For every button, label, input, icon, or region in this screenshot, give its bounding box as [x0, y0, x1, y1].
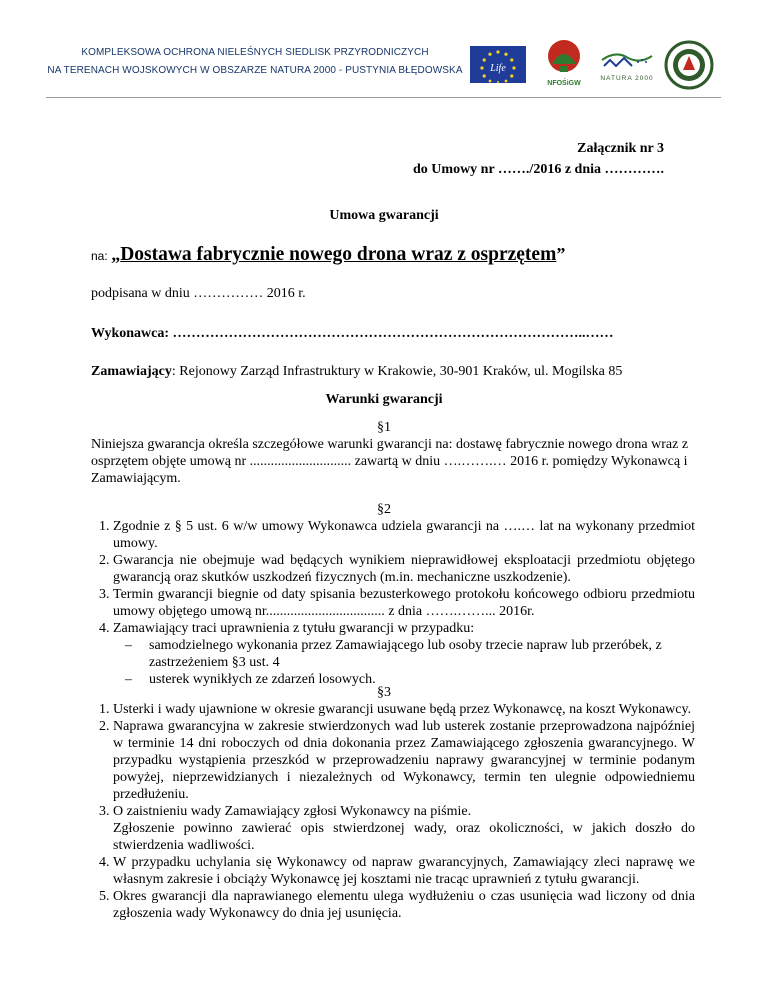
military-seal-logo: [664, 40, 714, 90]
client-line: [91, 364, 622, 380]
contractor-line: [91, 326, 614, 342]
list-item: 1. Usterki i wady ujawnione w okresie gwarancji usuwane będą przez Wykonawcę, na koszt Wykonawcy.: [113, 701, 695, 718]
nfosigw-logo: [540, 38, 588, 90]
list-item: [113, 803, 695, 854]
signed-date: podpisana w dniu …………… 2016 r.: [91, 286, 306, 301]
list-item: 2. Gwarancja nie obejmuje wad będących wynikiem nieprawidłowej eksploatacji przedmiotu objętego gwarancją oraz skutków uszkodzeń fizycznych (m.in. mechaniczne uszkodzenie).: [113, 552, 695, 586]
section-2-sublist: [113, 637, 695, 688]
subject-text: Dostawa fabrycznie nowego drona wraz z osprzętem: [120, 244, 557, 265]
project-header: [0, 44, 510, 80]
conditions-title: Warunki gwarancji: [325, 392, 443, 407]
sub-list-item: – samodzielnego wykonania przez Zamawiającego lub osoby trzecie napraw lub przeróbek, z zastrzeżeniem §3 ust. 4: [125, 637, 695, 671]
annex-reference: [413, 138, 664, 180]
client-label: Zamawiający: [91, 364, 172, 379]
section-3-list: [91, 701, 695, 922]
list-item-text: Zamawiający traci uprawnienia z tytułu gwarancji w przypadku:: [113, 621, 475, 636]
list-item: 5. Okres gwarancji dla naprawianego elementu ulega wydłużeniu o czas usunięcia wad liczony od dnia zgłoszenia wady Wykonawcy do dnia jej usunięcia.: [113, 888, 695, 922]
list-item: 2. Naprawa gwarancyjna w zakresie stwierdzonych wad lub usterek zostanie przeprowadzona najpóźniej w terminie 14 dni roboczych od dnia dokonania przez Zamawiającego zgłoszenia gwarancyjnego. W przypadku wystąpienia przeszkód w przeprowadzeniu naprawy gwarancyjnej w terminie podanym powyżej, nieprzewidzianych i niezależnych od Wykonawcy, termin ten ulegnie odpowiedniemu przedłużeniu.: [113, 718, 695, 803]
section-2-list: [91, 518, 695, 688]
section-2-heading: §2: [377, 502, 391, 517]
list-item-note: Zgłoszenie powinno zawierać opis stwierdzonej wady, oraz okoliczności, w jakich doszło do stwierdzenia wadliwości.: [113, 821, 695, 853]
annex-contract-reference: do Umowy nr ……./2016 z dnia ………….: [413, 162, 664, 177]
contractor-value: ……………………………………………………………………………..……: [169, 326, 614, 341]
list-item-text: O zaistnieniu wady Zamawiający zgłosi Wykonawcy na piśmie.: [113, 804, 472, 819]
nfos-text: NFOŚiGW: [547, 80, 581, 87]
list-item: 1. Zgodnie z § 5 ust. 6 w/w umowy Wykonawca udziela gwarancji na ….… lat na wykonany przedmiot umowy.: [113, 518, 695, 552]
natura-2000-logo: [596, 50, 658, 84]
eu-life-logo: [470, 46, 526, 83]
subject-close-quote: ”: [556, 244, 566, 264]
header-divider: [46, 97, 721, 98]
contractor-label: Wykonawca:: [91, 326, 170, 341]
contract-subject: [91, 244, 565, 266]
list-item: 4. W przypadku uchylania się Wykonawcy od napraw gwarancyjnych, Zamawiający zleci naprawę we własnym zakresie i obciąży Wykonawcę jej kosztami nie tracąc uprawnień z tytułu gwarancji.: [113, 854, 695, 888]
document-title: Umowa gwarancji: [329, 208, 439, 223]
section-1-text: Niniejsza gwarancja określa szczegółowe warunki gwarancji na: dostawę fabrycznie nowego drona wraz z osprzętem objęte umową nr ............................. zawartą w dniu ….…….… 2016 r. pomiędzy Wykonawcą i Zamawiającym.: [91, 437, 689, 486]
natura-text: NATURA 2000: [600, 75, 654, 82]
client-value: : Rejonowy Zarząd Infrastruktury w Krakowie, 30-901 Kraków, ul. Mogilska 85: [171, 364, 623, 379]
section-1-heading: §1: [377, 420, 391, 435]
sub-list-item: – usterek wynikłych ze zdarzeń losowych.: [125, 671, 695, 688]
subject-open-quote: „: [111, 244, 121, 264]
header-line-1: KOMPLEKSOWA OCHRONA NIELEŚNYCH SIEDLISK PRZYRODNICZYCH: [81, 47, 429, 58]
header-line-2: NA TERENACH WOJSKOWYCH W OBSZARZE NATURA 2000 - PUSTYNIA BŁĘDOWSKA: [47, 65, 463, 76]
annex-number: Załącznik nr 3: [577, 141, 664, 156]
list-item: [113, 620, 695, 688]
subject-prefix: na:: [91, 249, 108, 263]
list-item: 3. Termin gwarancji biegnie od daty spisania bezusterkowego protokołu końcowego odbioru przedmiotu umowy objętego umową nr.................................. z dnia …….……... 2016r.: [113, 586, 695, 620]
life-text: Life: [490, 63, 506, 74]
section-3-heading: §3: [377, 685, 391, 700]
